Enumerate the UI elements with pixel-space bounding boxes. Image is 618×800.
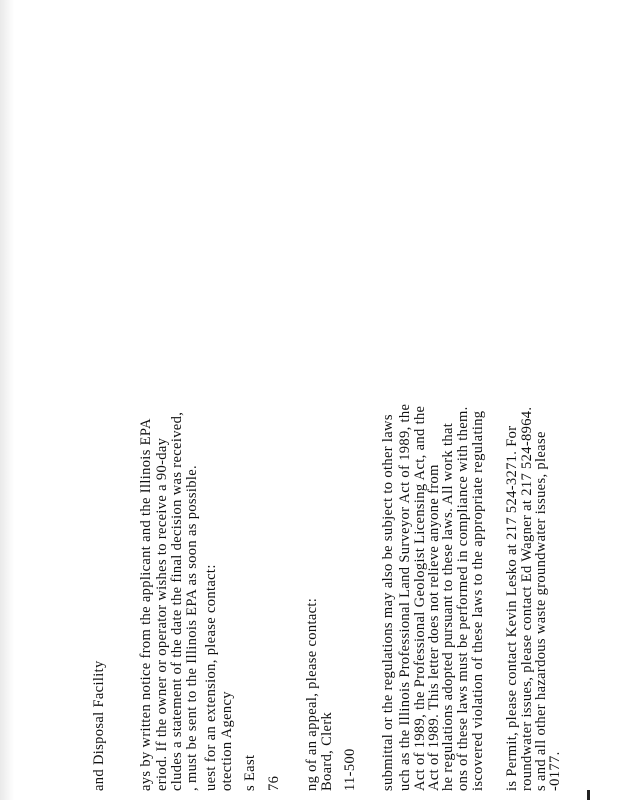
- paragraph-line: he regulations adopted pursuant to these laws. All work that: [440, 422, 456, 791]
- paragraph-line: , must be sent to the Illinois EPA as soon as possible.: [184, 464, 200, 791]
- address-street-line: s East: [242, 754, 258, 791]
- paragraph-line: ng of an appeal, please contact:: [304, 597, 320, 791]
- paragraph-line: -0177.: [547, 751, 563, 791]
- scan-artifact-mark: [587, 790, 590, 800]
- agency-name-line: otection Agency: [219, 691, 235, 791]
- paragraph-line: ays by written notice from the applicant and the Illinois EPA: [138, 418, 154, 791]
- paragraph-line: s and all other hazardous waste groundwater issues, please: [533, 431, 549, 791]
- paragraph-line: submittal or the regulations may also be subject to other laws: [380, 414, 396, 791]
- paragraph-line: is Permit, please contact Kevin Lesko at 217 524-3271. For: [504, 425, 520, 791]
- paragraph-line: Act of 1989, the Professional Geologist Licensing Act, and the: [412, 405, 428, 791]
- paragraph-line: Act of 1989. This letter does not relieve anyone from: [426, 464, 442, 791]
- paragraph-line: iscovered violation of these laws to the appropriate regulating: [470, 410, 486, 791]
- paragraph-line: eriod. If the owner or operator wishes to receive a 90-day: [154, 437, 170, 791]
- paragraph-line: uest for an extension, please contact:: [203, 564, 219, 791]
- facility-heading-fragment: and Disposal Facility: [91, 660, 107, 791]
- paragraph-line: uch as the Illinois Professional Land Surveyor Act of 1989, the: [397, 403, 413, 791]
- paragraph-line: roundwater issues, please contact Ed Wagner at 217 524-8964.: [519, 406, 535, 791]
- paragraph-line: cludes a statement of the date the final decision was received,: [169, 411, 185, 791]
- board-clerk-line: Board, Clerk: [319, 711, 335, 791]
- room-number-line: 11-500: [342, 748, 358, 791]
- scan-edge-shading: [0, 0, 14, 800]
- address-zip-line: 76: [266, 775, 282, 791]
- paragraph-line: ons of these laws must be performed in compliance with them.: [455, 406, 471, 791]
